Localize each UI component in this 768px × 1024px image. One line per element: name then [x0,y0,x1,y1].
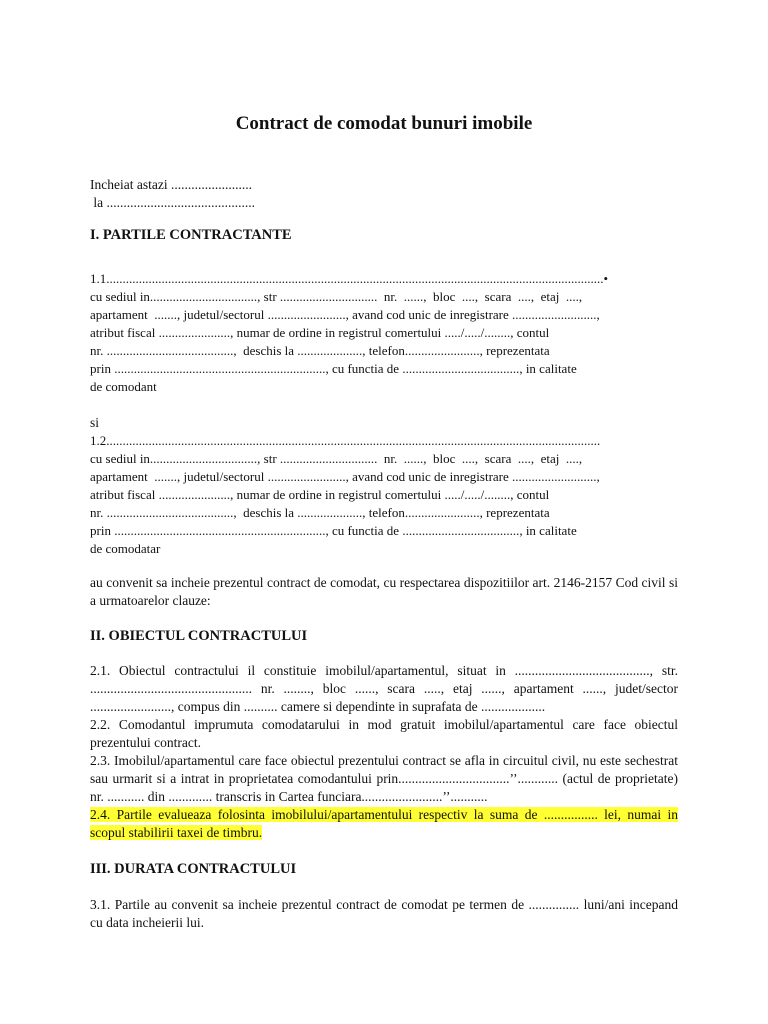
place-line: la ............................................ [90,195,255,210]
section-heading-parties: I. PARTILE CONTRACTANTE [90,227,292,243]
party1-paragraph: 1.1.........................................................................................................................................................• cu sediul in................................., str .............................. nr. ......, bloc ...., scara ...., etaj ...., apartament ......., judetul/sectorul ........................, avand cod unic de inregistrare .........................., atribut fiscal ......................, numar de ordine in registrul comertului ...../...../........, contul nr. ......................................., deschis la ...................., telefon......................., reprezentata prin ................................................................., cu functia de ...................................., in calitate de comodant [90,271,609,394]
clause-2-2: 2.2. Comodantul imprumuta comodatarului in mod gratuit imobilul/apartamentul care face obiectul prezentului contract. [90,717,678,750]
clause-2-1: 2.1. Obiectul contractului il constituie imobilul/apartamentul, situat in ........................................, str. ................................................ nr. ........, bloc ......, scara ....., etaj ......, apartament ......, judet/sector ........................, compus din .......... camere si dependinte in suprafata de ................... [90,663,678,714]
clause-3-1: 3.1. Partile au convenit sa incheie prezentul contract de comodat pe termen de ............... luni/ani incepand cu data incheierii lui. [90,897,678,930]
document-title: Contract de comodat bunuri imobile [235,113,533,134]
si-text: si [90,415,100,430]
section-heading-duration: III. DURATA CONTRACTULUI [90,861,297,877]
agreement-paragraph: au convenit sa incheie prezentul contract de comodat, cu respectarea dispozitiilor art. 2146-2157 Cod civil si a urmatoarelor clauze: [90,575,678,608]
section-heading-object: II. OBIECTUL CONTRACTULUI [90,628,308,644]
clause-2-3: 2.3. Imobilul/apartamentul care face obiectul prezentului contract se afla in circuitul civil, nu este sechestrat sau urmarit si a intrat in proprietatea comodantului prin.................................’’............ (actul de proprietate) nr. ........... din ............. transcris in Cartea funciara........................’’........... [90,753,678,804]
date-line: Incheiat astazi ........................ [90,177,252,192]
highlighted-clause-text: 2.4. Partile evalueaza folosinta imobilului/apartamentului respectiv la suma de ................ lei, numai in scopul stabilirii taxei de timbru. [90,807,678,840]
party2-paragraph: 1.2........................................................................................................................................................ cu sediul in................................., str .............................. nr. ......, bloc ...., scara ...., etaj ...., apartament ......., judetul/sectorul ........................, avand cod unic de inregistrare .........................., atribut fiscal ......................, numar de ordine in registrul comertului ...../...../........, contul nr. ......................................., deschis la ...................., telefon......................., reprezentata prin ................................................................., cu functia de ...................................., in calitate de comodatar [90,433,601,556]
clause-2-4 [90,806,678,842]
intro-block [90,176,678,212]
